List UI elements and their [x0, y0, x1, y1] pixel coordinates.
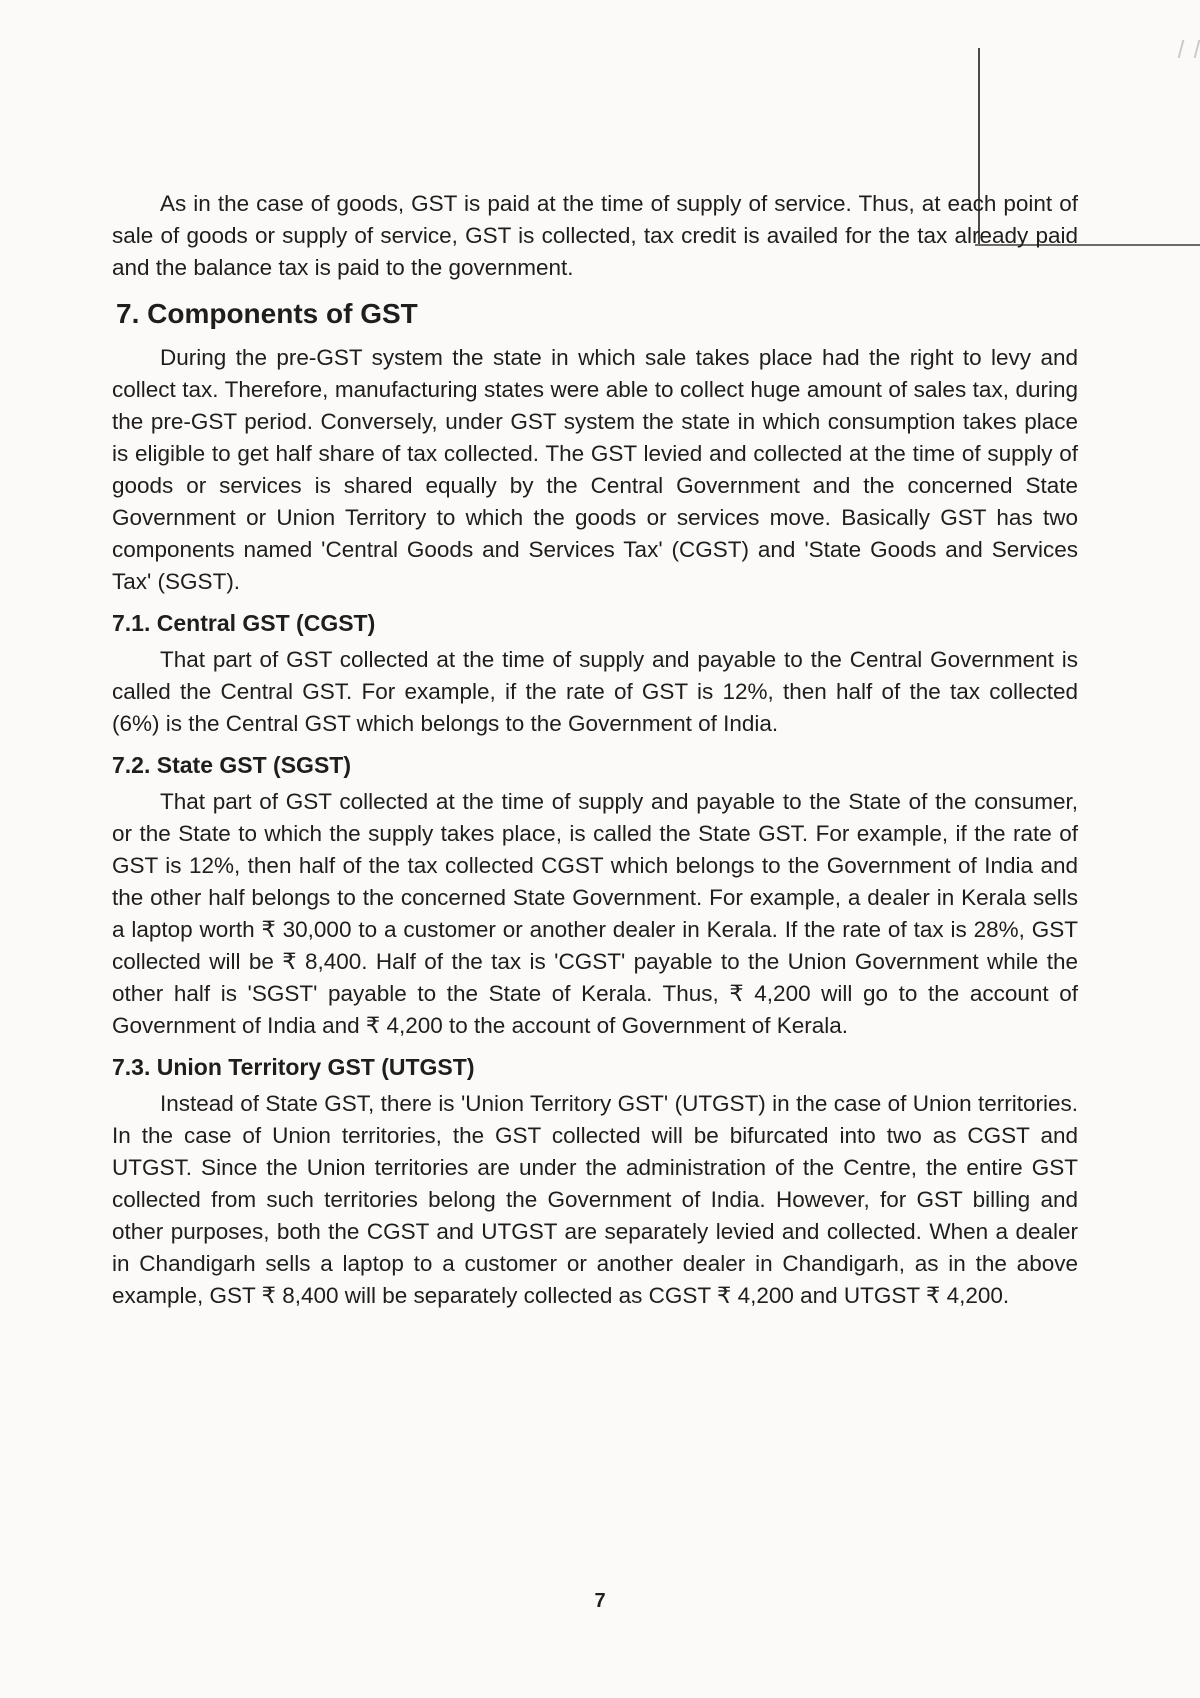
section-heading-components: 7. Components of GST	[116, 298, 418, 329]
sgst-paragraph: That part of GST collected at the time of supply and payable to the State of the consumer, or the State to which the supply takes place, is called the State GST. For example, if the rate of GST is 12%, then half of the tax collected CGST which belongs to the Government of India and the other half belongs to the concerned State Government. For example, a dealer in Kerala sells a laptop worth ₹ 30,000 to a customer or another dealer in Kerala. If the rate of tax is 28%, GST collected will be ₹ 8,400. Half of the tax is 'CGST' payable to the Union Government while the other half is 'SGST' payable to the State of Kerala. Thus, ₹ 4,200 will go to the account of Government of India and ₹ 4,200 to the account of Government of Kerala.	[112, 789, 1078, 1038]
scan-artifact-mark	[1178, 40, 1200, 58]
section-heading-sgst: 7.2. State GST (SGST)	[112, 752, 351, 778]
utgst-paragraph: Instead of State GST, there is 'Union Territory GST' (UTGST) in the case of Union territories. In the case of Union territories, the GST collected will be bifurcated into two as CGST and UTGST. Since the Union territories are under the administration of the Centre, the entire GST collected from such territories belong the Government of India. However, for GST billing and other purposes, both the CGST and UTGST are separately levied and collected. When a dealer in Chandigarh sells a laptop to a customer or another dealer in Chandigarh, as in the above example, GST ₹ 8,400 will be separately collected as CGST ₹ 4,200 and UTGST ₹ 4,200.	[112, 1091, 1078, 1308]
document-page	[112, 188, 1078, 1312]
page-number: 7	[594, 1590, 606, 1612]
section-heading-utgst: 7.3. Union Territory GST (UTGST)	[112, 1054, 475, 1080]
cgst-paragraph: That part of GST collected at the time of supply and payable to the Central Government is called the Central GST. For example, if the rate of GST is 12%, then half of the tax collected (6%) is the Central GST which belongs to the Government of India.	[112, 647, 1078, 736]
intro-paragraph: As in the case of goods, GST is paid at the time of supply of service. Thus, at each point of sale of goods or supply of service, GST is collected, tax credit is availed for the tax already paid and the balance tax is paid to the government.	[112, 191, 1078, 280]
section-heading-cgst: 7.1. Central GST (CGST)	[112, 610, 376, 636]
components-paragraph: During the pre-GST system the state in which sale takes place had the right to levy and collect tax. Therefore, manufacturing states were able to collect huge amount of sales tax, during the pre-GST period. Conversely, under GST system the state in which consumption takes place is eligible to get half share of tax collected. The GST levied and collected at the time of supply of goods or services is shared equally by the Central Government and the concerned State Government or Union Territory to which the goods or services move. Basically GST has two components named 'Central Goods and Services Tax' (CGST) and 'State Goods and Services Tax' (SGST).	[112, 345, 1078, 594]
